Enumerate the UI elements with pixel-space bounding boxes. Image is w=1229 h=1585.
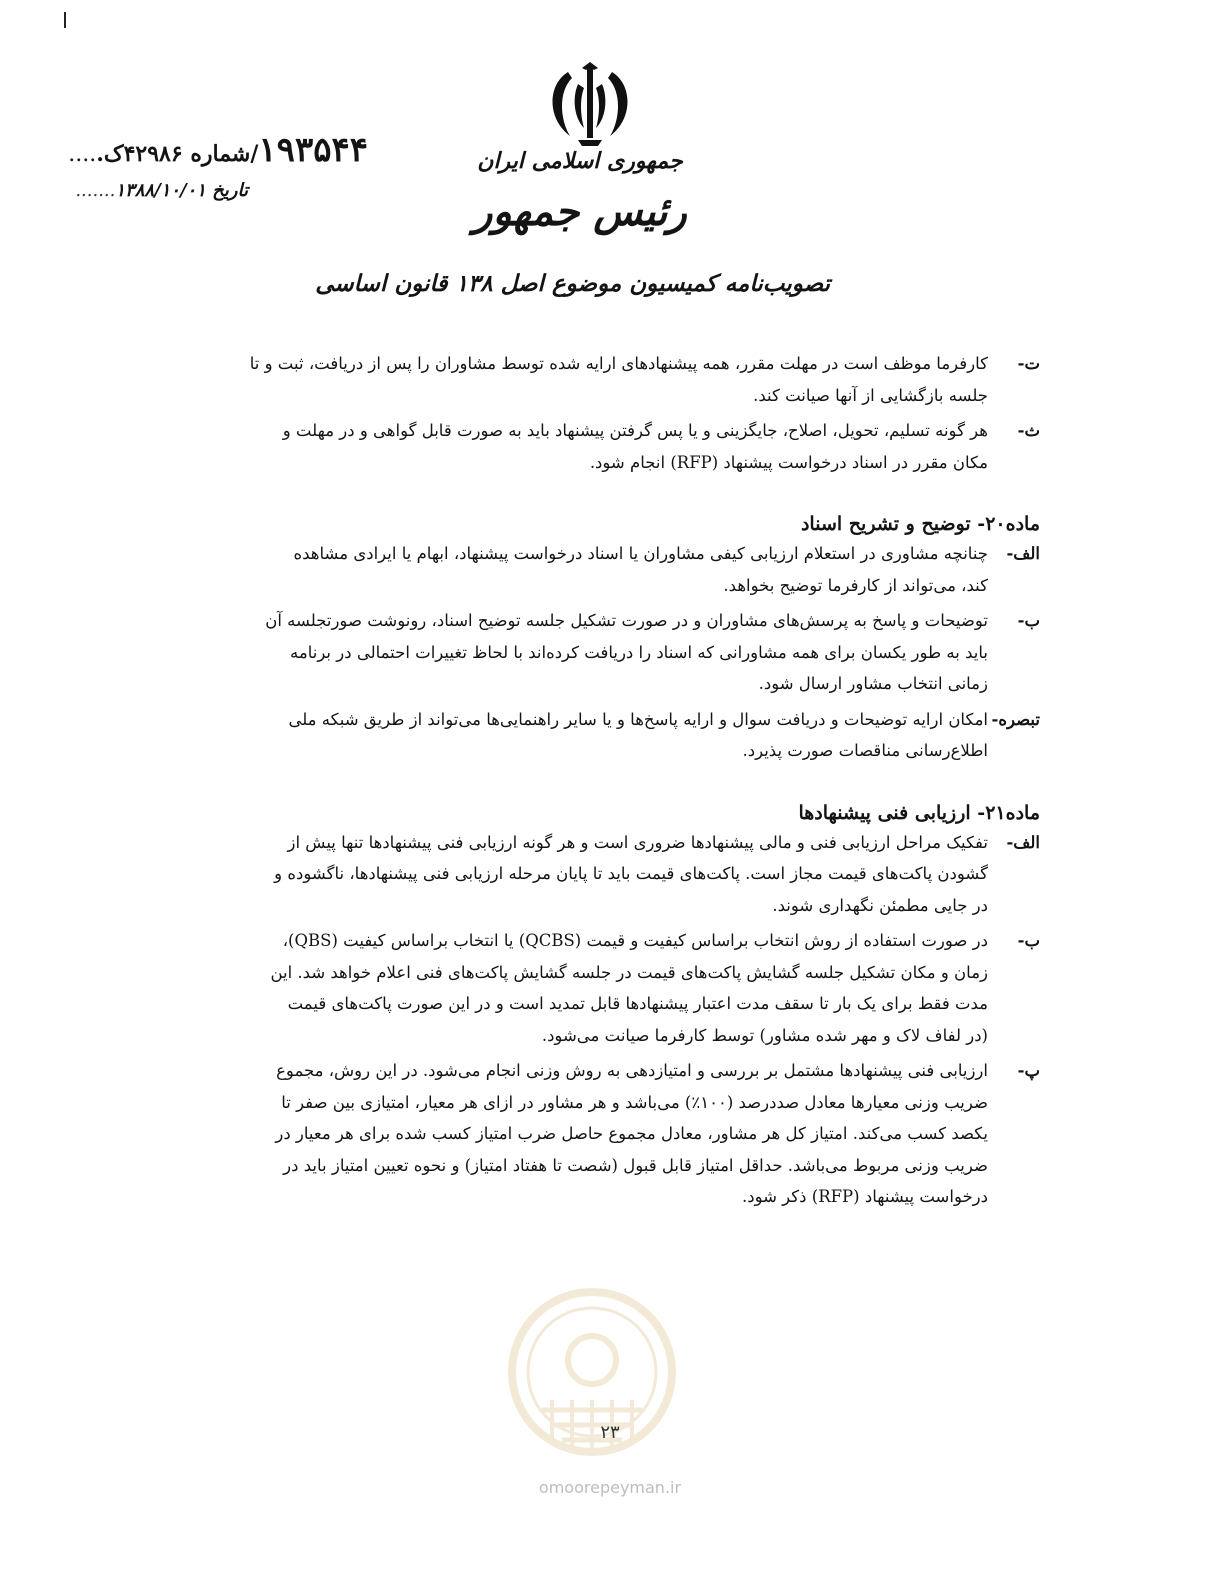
- clause-line: چنانچه مشاوری در استعلام ارزیابی کیفی مشاوران یا اسناد درخواست پیشنهاد، ابهام یا ایرادی مشاهده: [293, 544, 988, 563]
- iran-emblem-icon: [538, 62, 642, 148]
- article-21-clause-pe: [168, 1055, 1040, 1213]
- clause-line: زمانی انتخاب مشاور ارسال شود.: [758, 674, 988, 693]
- document-body: [168, 348, 1040, 1213]
- article-21-title: ماده۲۱- ارزیابی فنی پیشنهادها: [798, 801, 1040, 824]
- clause-line: امکان ارایه توضیحات و دریافت سوال و ارایه پاسخ‌ها و یا سایر راهنمایی‌ها می‌تواند از طریق شبکه ملی: [288, 709, 988, 729]
- commission-title: تصویب‌نامه کمیسیون موضوع اصل ۱۳۸ قانون اساسی: [315, 270, 830, 297]
- clause-line: باید به طور یکسان برای همه مشاورانی که اسناد را دریافت کرده‌اند با لحاظ تغییرات احتمالی در برنامه: [290, 642, 988, 662]
- clause-line: در جایی مطمئن نگهداری شوند.: [772, 895, 988, 915]
- date-dots: .......: [75, 180, 116, 201]
- clause-line: کند، می‌تواند از کارفرما توضیح بخواهد.: [723, 575, 988, 595]
- clause-line: کارفرما موظف است در مهلت مقرر، همه پیشنهادهای ارایه شده توسط مشاوران را پس از دریافت، ثبت و تا: [249, 354, 988, 373]
- number-value: ۴۲۹۸۶ک.: [96, 141, 183, 167]
- article-20-note: [168, 704, 1040, 767]
- clause-label: ث-: [1017, 421, 1040, 440]
- article-20-clause-alef: [168, 538, 1040, 601]
- website-watermark: omoorepeyman.ir: [538, 1478, 682, 1497]
- article-21-clause-alef: [168, 827, 1040, 922]
- clause-line: زمان و مکان تشکیل جلسه گشایش پاکت‌های قیمت در جلسه گشایش پاکت‌های فنی اعلام خواهد شد. این: [270, 962, 988, 982]
- clause-line: تفکیک مراحل ارزیابی فنی و مالی پیشنهادها ضروری است و هر گونه ارزیابی فنی پیشنهادها تنها پیش از: [287, 832, 988, 852]
- clause-line: اطلاع‌رسانی مناقصات صورت پذیرد.: [742, 741, 988, 760]
- article-21-clause-be: [168, 925, 1040, 1051]
- clause-line: (در لفاف لاک و مهر شده مشاور) توسط کارفرما صیانت می‌شود.: [541, 1025, 988, 1045]
- clause-label: ب-: [1017, 611, 1040, 630]
- number-stamp: ۱۹۳۵۴۴: [258, 130, 368, 170]
- clause-se: [168, 415, 1040, 478]
- clause-label: ت-: [1017, 354, 1040, 373]
- clause-line: یکصد کسب می‌کند. امتیاز کل هر مشاور، معادل مجموع حاصل ضرب امتیاز کسب شده برای هر معیار در: [275, 1124, 988, 1143]
- clause-line: گشودن پاکت‌های قیمت مجاز است. پاکت‌های قیمت باید تا پایان مرحله ارزیابی فنی پیشنهادها، ناگشوده و: [274, 864, 988, 883]
- clause-line: جلسه بازگشایی از آنها صیانت کند.: [753, 385, 988, 405]
- reference-date: [58, 180, 248, 201]
- number-dots: ....: [68, 142, 97, 167]
- republic-title: جمهوری اسلامی ایران: [477, 148, 683, 174]
- number-label: شماره: [190, 141, 251, 167]
- clause-label: الف-: [1006, 544, 1040, 563]
- clause-label: ب-: [1017, 931, 1040, 950]
- clause-line: ارزیابی فنی پیشنهادها مشتمل بر بررسی و امتیازدهی به روش وزنی انجام می‌شود. در این روش، مجموع: [276, 1061, 988, 1080]
- clause-line: توضیحات و پاسخ به پرسش‌های مشاوران و در صورت تشکیل جلسه توضیح اسناد، رونوشت صورتجلسه آن: [265, 611, 988, 630]
- page-number: ۲۳: [600, 1422, 620, 1443]
- reference-number: ۱۹۳۵۴۴/شماره ۴۲۹۸۶ک.....: [68, 130, 368, 170]
- clause-line: مدت فقط برای یک بار تا سقف مدت اعتبار پیشنهادها قابل تمدید است و در این صورت پاکت‌های قیمت: [287, 994, 988, 1013]
- article-20-clause-be: [168, 605, 1040, 700]
- date-label: تاریخ: [212, 180, 248, 201]
- scan-mark: [64, 12, 66, 28]
- clause-line: ضریب وزنی معیارها معادل صددرصد (۱۰۰٪) می‌باشد و هر مشاور در ازای هر معیار، امتیازی بین صفر تا: [281, 1092, 988, 1112]
- watermark-seal: [502, 1280, 682, 1490]
- clause-label: الف-: [1006, 832, 1040, 852]
- clause-te: [168, 348, 1040, 411]
- clause-line: هر گونه تسلیم، تحویل، اصلاح، جایگزینی و یا پس گرفتن پیشنهاد باید به صورت قابل گواهی و در مهلت و: [282, 421, 988, 440]
- clause-line: در صورت استفاده از روش انتخاب براساس کیفیت و قیمت (QCBS) یا انتخاب براساس کیفیت (QBS)،: [282, 931, 988, 950]
- clause-line: ضریب وزنی مربوط می‌باشد. حداقل امتیاز قابل قبول (شصت تا هفتاد امتیاز) و نحوه تعیین امتیاز باید در: [283, 1155, 988, 1175]
- president-title: رئیس جمهور: [473, 188, 687, 235]
- clause-line: مکان مقرر در اسناد درخواست پیشنهاد (RFP) انجام شود.: [589, 452, 988, 472]
- date-value: ۱۳۸۸/۱۰/۰۱: [115, 180, 206, 201]
- clause-label: تبصره-: [991, 709, 1040, 729]
- clause-line: درخواست پیشنهاد (RFP) ذکر شود.: [742, 1187, 988, 1206]
- clause-label: پ-: [1017, 1061, 1040, 1080]
- article-20-title: ماده۲۰- توضیح و تشریح اسناد: [800, 513, 1040, 535]
